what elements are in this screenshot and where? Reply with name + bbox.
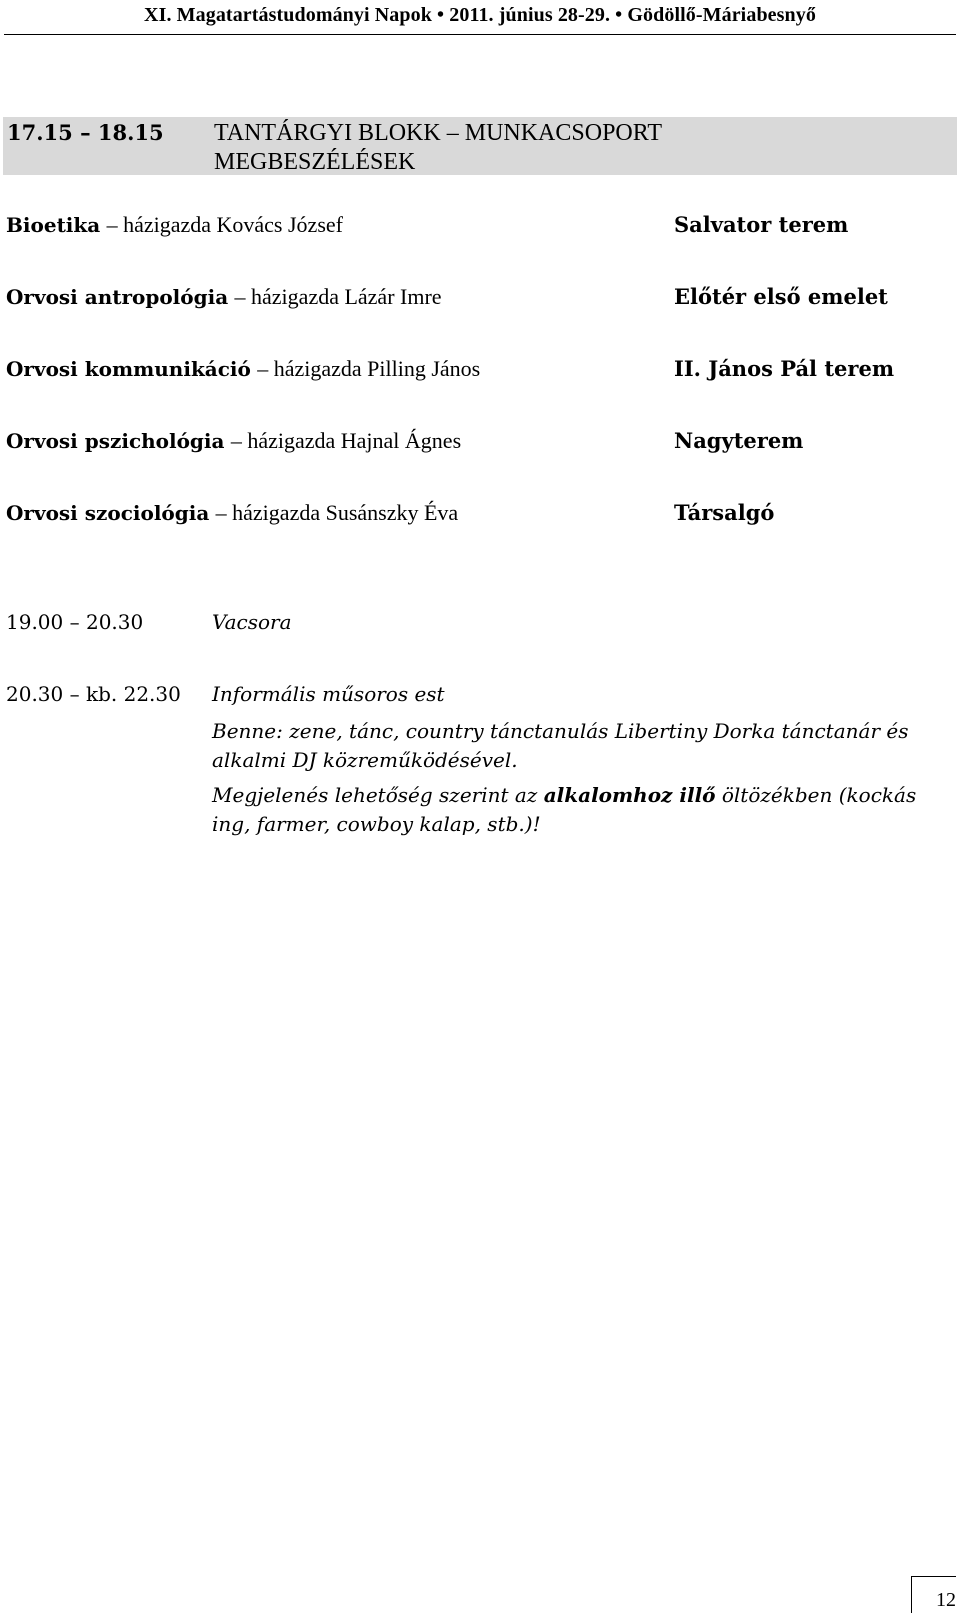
workshop-room: Nagyterem bbox=[674, 428, 804, 453]
workshop-row-bioetika bbox=[6, 212, 946, 242]
workshop-subject: Orvosi szociológia bbox=[6, 501, 210, 525]
dinner-time: 19.00 – 20.30 bbox=[6, 610, 144, 634]
subject-block-header bbox=[3, 117, 957, 175]
workshop-subject: Orvosi pszichológia bbox=[6, 429, 225, 453]
informal-evening-description: Benne: zene, tánc, country tánctanulás Libertiny Dorka tánctanár és alkalmi DJ közreműködésével. bbox=[212, 719, 909, 772]
workshop-subject: Orvosi kommunikáció bbox=[6, 357, 251, 381]
workshop-subject: Orvosi antropológia bbox=[6, 285, 229, 309]
workshop-host: – házigazda Kovács József bbox=[106, 212, 343, 237]
workshop-room: Előtér első emelet bbox=[674, 284, 888, 309]
workshop-host: – házigazda Susánszky Éva bbox=[215, 500, 459, 525]
workshop-subject: Bioetika bbox=[6, 213, 101, 237]
page-number: 12 bbox=[911, 1576, 956, 1613]
workshop-row-kommunikacio bbox=[6, 356, 946, 386]
dress-code-emphasis: alkalomhoz illő bbox=[543, 783, 716, 807]
workshop-row-pszichologia bbox=[6, 428, 946, 458]
dress-code-text: Megjelenés lehetőség szerint az bbox=[212, 783, 544, 807]
informal-evening-time: 20.30 – kb. 22.30 bbox=[6, 682, 181, 706]
workshop-row-antropologia bbox=[6, 284, 946, 314]
workshop-room: Salvator terem bbox=[674, 212, 849, 237]
workshop-host: – házigazda Lázár Imre bbox=[234, 284, 442, 309]
running-header: XI. Magatartástudományi Napok • 2011. június 28-29. • Gödöllő-Máriabesnyő bbox=[144, 4, 816, 26]
workshop-room: II. János Pál terem bbox=[674, 356, 895, 381]
informal-evening-title: Informális műsoros est bbox=[212, 682, 445, 706]
block-time: 17.15 – 18.15 bbox=[7, 120, 164, 145]
workshop-row-szociologia bbox=[6, 500, 946, 530]
block-title: TANTÁRGYI BLOKK – MUNKACSOPORT MEGBESZÉLÉSEK bbox=[214, 120, 662, 175]
workshop-host: – házigazda Hajnal Ágnes bbox=[230, 428, 462, 453]
dress-code-text-end: öltözékben (kockás ing, farmer, cowboy kalap, stb.)! bbox=[212, 783, 917, 836]
workshop-host: – házigazda Pilling János bbox=[257, 356, 481, 381]
workshop-room: Társalgó bbox=[674, 500, 775, 525]
dinner-title: Vacsora bbox=[212, 610, 292, 634]
dress-code-note bbox=[212, 781, 932, 839]
header-divider bbox=[4, 34, 956, 35]
